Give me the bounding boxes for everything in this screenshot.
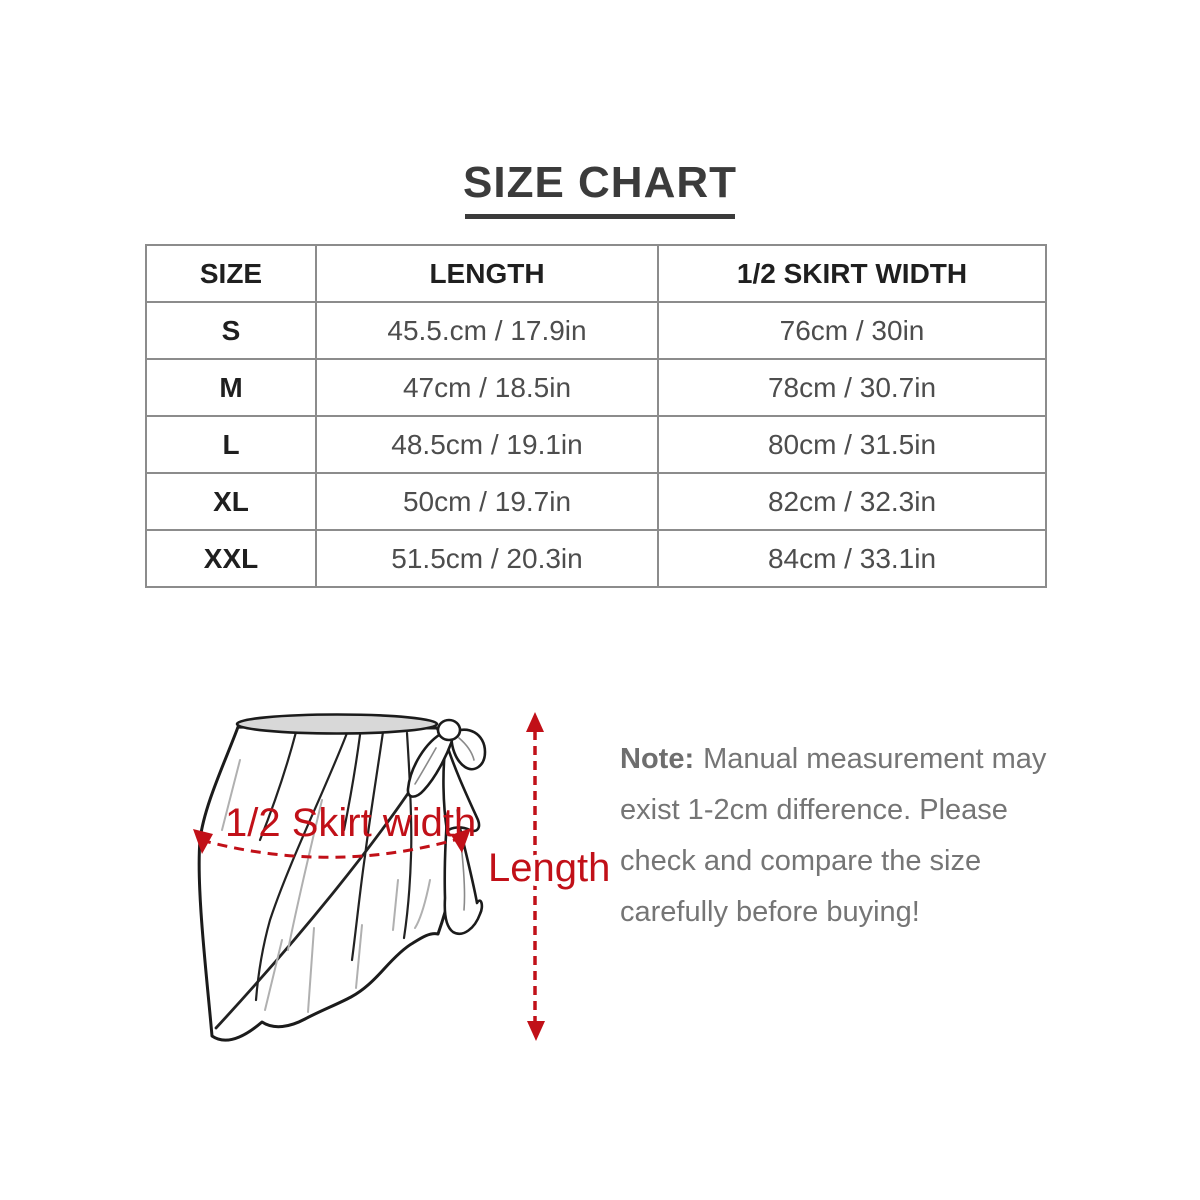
waistband-ellipse [237,715,437,734]
arrowhead-down [527,1021,545,1041]
cell-half-skirt-width: 84cm / 33.1in [658,530,1046,587]
page-title: SIZE CHART [463,158,737,207]
cell-half-skirt-width: 80cm / 31.5in [658,416,1046,473]
note-line: carefully before buying! [620,896,920,928]
cell-size: XXL [146,530,316,587]
header-half-skirt-width: 1/2 SKIRT WIDTH [658,245,1046,302]
cell-size: S [146,302,316,359]
cell-length: 48.5cm / 19.1in [316,416,658,473]
note-label: Note: [620,743,695,775]
cell-length: 50cm / 19.7in [316,473,658,530]
cell-length: 45.5.cm / 17.9in [316,302,658,359]
cell-length: 51.5cm / 20.3in [316,530,658,587]
cell-size: XL [146,473,316,530]
note-line: check and compare the size [620,845,982,877]
cell-length: 47cm / 18.5in [316,359,658,416]
half-skirt-width-label: 1/2 Skirt width [225,801,477,845]
cell-half-skirt-width: 76cm / 30in [658,302,1046,359]
note-line [620,734,1085,785]
arrowhead-up [526,712,544,732]
knot [438,720,460,740]
note-line: exist 1-2cm difference. Please [620,794,1008,826]
note-block [620,734,1085,938]
length-arrow [488,712,610,1041]
header-length: LENGTH [316,245,658,302]
header-size: SIZE [146,245,316,302]
cell-size: L [146,416,316,473]
cell-size: M [146,359,316,416]
note-text: Manual measurement may [703,743,1047,775]
cell-half-skirt-width: 78cm / 30.7in [658,359,1046,416]
cell-half-skirt-width: 82cm / 32.3in [658,473,1046,530]
length-label: Length [488,846,611,890]
